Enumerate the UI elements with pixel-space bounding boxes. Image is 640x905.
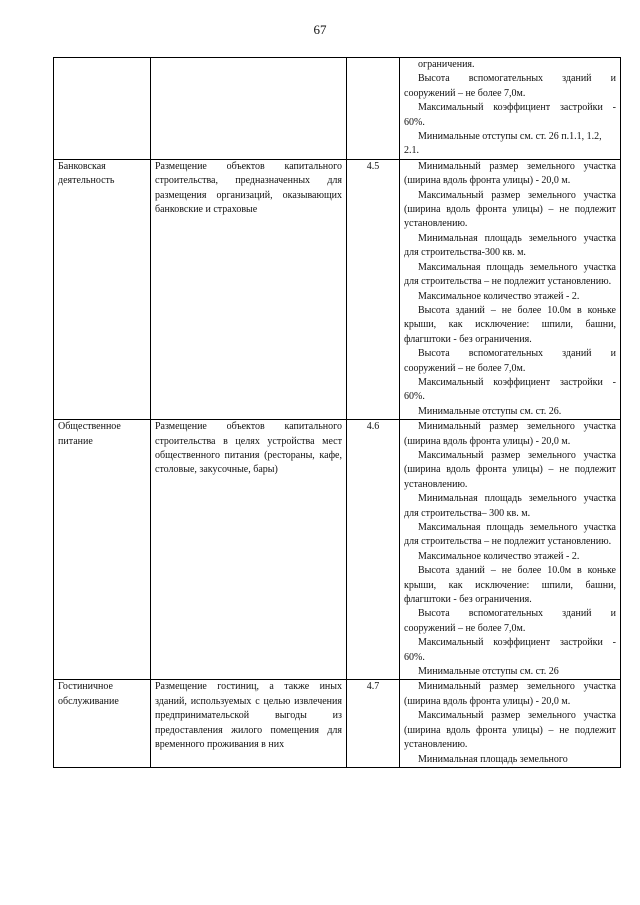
parameter-line: Максимальный коэффициент застройки - 60%. bbox=[404, 376, 616, 403]
use-type-name-cell: Банковская деятельность bbox=[54, 159, 151, 419]
table-row bbox=[54, 58, 621, 160]
parameter-line: Минимальные отступы см. ст. 26. bbox=[418, 405, 562, 417]
use-type-name-cell: Общественное питание bbox=[54, 420, 151, 680]
parameters-cell bbox=[400, 159, 621, 419]
parameter-line: Максимальный размер земельного участка (ширина вдоль фронта улицы) – не подлежит установлению. bbox=[404, 449, 616, 490]
parameter-line: Максимальный размер земельного участка (ширина вдоль фронта улицы) – не подлежит установлению. bbox=[404, 189, 616, 230]
parameter-line: Высота зданий – не более 10.0м в коньке крыши, как исключение: шпили, башни, флагштоки - без ограничения. bbox=[404, 304, 616, 345]
parameter-line: Максимальное количество этажей - 2. bbox=[418, 290, 580, 302]
parameter-line: Минимальный размер земельного участка (ширина вдоль фронта улицы) - 20,0 м. bbox=[404, 421, 616, 447]
parameter-line: Минимальная площадь земельного участка для строительства– 300 кв. м. bbox=[404, 493, 616, 519]
parameter-line: Максимальная площадь земельного участка для строительства – не подлежит установлению. bbox=[404, 522, 616, 548]
parameter-line: Минимальные отступы см. ст. 26 bbox=[418, 666, 559, 678]
parameter-line: Максимальный размер земельного участка (ширина вдоль фронта улицы) – не подлежит установлению. bbox=[404, 710, 616, 751]
use-code-cell: 4.5 bbox=[347, 159, 400, 419]
use-description-cell: Размещение объектов капитального строительства в целях устройства мест общественного питания (рестораны, кафе, столовые, закусочные, бары) bbox=[151, 420, 347, 680]
parameter-line: ограничения. bbox=[418, 59, 475, 70]
use-description-cell bbox=[151, 58, 347, 160]
table-row bbox=[54, 680, 621, 767]
zoning-regulations-table bbox=[53, 57, 621, 768]
parameter-line: Минимальные отступы см. ст. 26 п.1.1, 1.2, 2.1. bbox=[404, 131, 602, 157]
parameters-cell bbox=[400, 680, 621, 767]
table-row bbox=[54, 420, 621, 680]
parameter-line: Минимальная площадь земельного bbox=[418, 753, 568, 765]
parameter-line: Минимальный размер земельного участка (ширина вдоль фронта улицы) - 20,0 м. bbox=[404, 681, 616, 707]
parameters-cell bbox=[400, 58, 621, 160]
table-body bbox=[54, 58, 621, 768]
parameter-line: Высота вспомогательных зданий и сооружений – не более 7,0м. bbox=[404, 348, 616, 374]
use-code-cell: 4.6 bbox=[347, 420, 400, 680]
parameters-cell bbox=[400, 420, 621, 680]
parameter-line: Высота вспомогательных зданий и сооружений – не более 7,0м. bbox=[404, 608, 616, 634]
use-description-cell: Размещение объектов капитального строительства, предназначенных для размещения организаций, оказывающих банковские и страховые bbox=[151, 159, 347, 419]
use-type-name-cell bbox=[54, 58, 151, 160]
parameter-line: Максимальная площадь земельного участка для строительства – не подлежит установлению. bbox=[404, 261, 616, 288]
parameter-line: Высота вспомогательных зданий и сооружений – не более 7,0м. bbox=[404, 73, 616, 99]
parameter-line: Максимальный коэффициент застройки - 60%. bbox=[404, 637, 616, 663]
use-code-cell: 4.7 bbox=[347, 680, 400, 767]
use-type-name-cell: Гостиничное обслуживание bbox=[54, 680, 151, 767]
parameter-line: Минимальный размер земельного участка (ширина вдоль фронта улицы) - 20,0 м. bbox=[404, 160, 616, 187]
parameter-line: Максимальное количество этажей - 2. bbox=[418, 550, 580, 562]
use-code-cell bbox=[347, 58, 400, 160]
use-description-cell: Размещение гостиниц, а также иных зданий, используемых с целью извлечения предпринимательской выгоды из предоставления жилого помещения для временного проживания в них bbox=[151, 680, 347, 767]
parameter-line: Минимальная площадь земельного участка для строительства-300 кв. м. bbox=[404, 232, 616, 259]
page-number: 67 bbox=[313, 22, 327, 37]
table-row bbox=[54, 159, 621, 419]
parameter-line: Максимальный коэффициент застройки - 60%. bbox=[404, 102, 616, 128]
parameter-line: Высота зданий – не более 10.0м в коньке крыши, как исключение: шпили, башни, флагштоки - без ограничения. bbox=[404, 565, 616, 606]
